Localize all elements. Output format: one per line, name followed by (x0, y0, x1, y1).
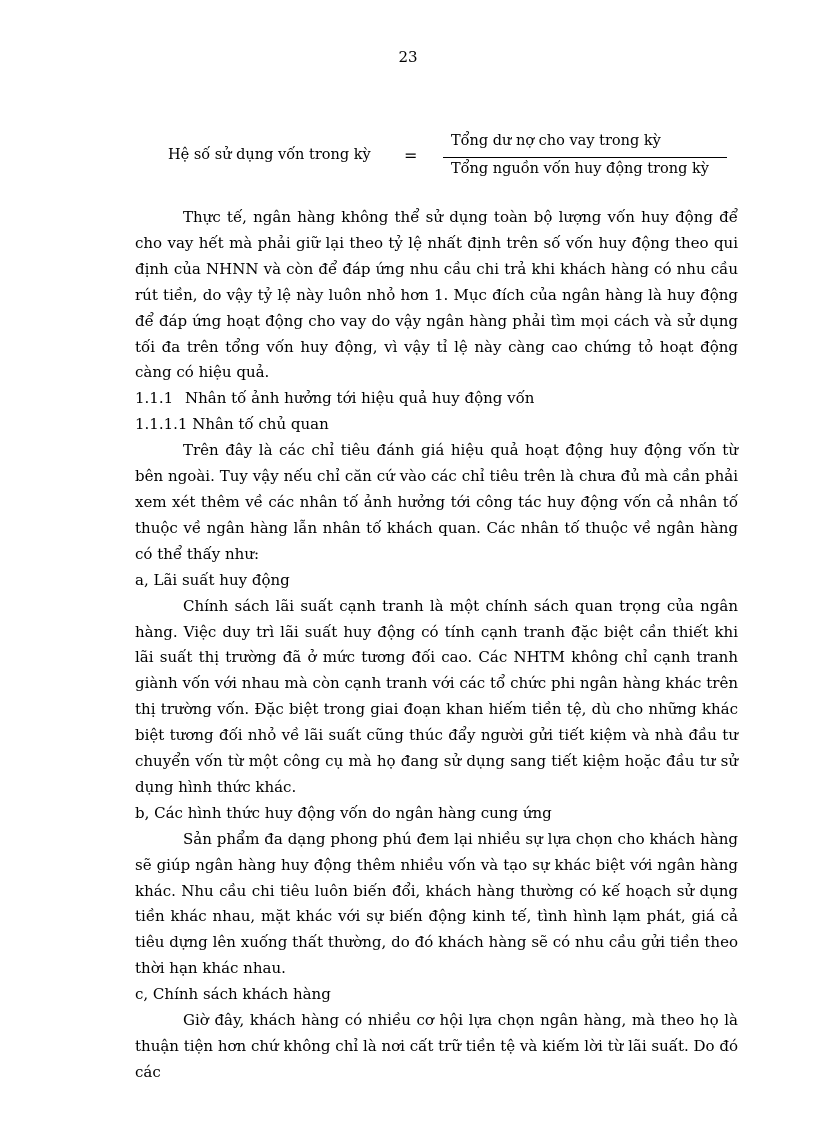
section-title: Nhân tố ảnh hưởng tới hiệu quả huy động vốn (185, 389, 535, 408)
section-number: 1.1.1 (135, 389, 174, 408)
paragraph: Sản phẩm đa dạng phong phú đem lại nhiều sự lựa chọn cho khách hàng sẽ giúp ngân hàng huy động thêm nhiều vốn và tạo sự khác biệt với ngân hàng khác. Nhu cầu chi tiêu luôn biến đổi, khách hàng thường có kế hoạch sử dụng tiền khác nhau, mặt khác với sự biến động kinh tế, tình hình lạm phát, giá cả tiêu dựng lên xuống thất thường, do đó khách hàng sẽ có nhu cầu gửi tiền theo thời hạn khác nhau. (135, 829, 738, 978)
formula-numerator: Tổng dư nợ cho vay trong kỳ (451, 133, 661, 149)
page-number: 23 (398, 48, 418, 66)
subheading-b: b, Các hình thức huy động vốn do ngân hàng cung ứng (135, 803, 552, 822)
paragraph: Trên đây là các chỉ tiêu đánh giá hiệu quả hoạt động huy động vốn từ bên ngoài. Tuy vậy nếu chỉ căn cứ vào các chỉ tiêu trên là chưa đủ mà cần phải xem xét thêm về các nhân tố ảnh hưởng tới công tác huy động vốn cả nhân tố thuộc về ngân hàng lẫn nhân tố khách quan. Các nhân tố thuộc về ngân hàng có thể thấy như: (135, 441, 738, 563)
formula (0, 130, 816, 190)
paragraph: Chính sách lãi suất cạnh tranh là một chính sách quan trọng của ngân hàng. Việc duy trì lãi suất huy động có tính cạnh tranh đặc biệt cần thiết khi lãi suất thị trường đã ở mức tương đối cao. Các NHTM không chỉ cạnh tranh giành vốn với nhau mà còn cạnh tranh với các tổ chức phi ngân hàng khác trên thị trường vốn. Đặc biệt trong giai đoạn khan hiếm tiền tệ, dù cho những khác biệt tương đối nhỏ về lãi suất cũng thúc đẩy người gửi tiết kiệm và nhà đầu tư chuyển vốn từ một công cụ mà họ đang sử dụng sang tiết kiệm hoặc đầu tư sử dụng hình thức khác. (135, 596, 738, 796)
section-heading-1-1-1 (135, 386, 738, 412)
paragraph: Thực tế, ngân hàng không thể sử dụng toàn bộ lượng vốn huy động để cho vay hết mà phải giữ lại theo tỷ lệ nhất định trên số vốn huy động theo qui định của NHNN và còn để đáp ứng nhu cầu chi trả khi khách hàng có nhu cầu rút tiền, do vậy tỷ lệ này luôn nhỏ hơn 1. Mục đích của ngân hàng là huy động để đáp ứng hoạt động cho vay do vậy ngân hàng phải tìm mọi cách và sử dụng tối đa trên tổng vốn huy động, vì vậy tỉ lệ này càng cao chứng tỏ hoạt động càng có hiệu quả. (135, 208, 738, 382)
body-text (135, 205, 738, 1086)
formula-lhs: Hệ số sử dụng vốn trong kỳ (168, 147, 371, 163)
fraction-line (443, 157, 727, 158)
paragraph: Giờ đây, khách hàng có nhiều cơ hội lựa chọn ngân hàng, mà theo họ là thuận tiện hơn chứ không chỉ là nơi cất trữ tiền tệ và kiếm lời từ lãi suất. Do đó các (135, 1011, 738, 1081)
formula-equals: = (404, 146, 418, 165)
section-heading-1-1-1-1: 1.1.1.1 Nhân tố chủ quan (135, 415, 329, 434)
formula-denominator: Tổng nguồn vốn huy động trong kỳ (451, 161, 709, 177)
subheading-a: a, Lãi suất huy động (135, 570, 290, 589)
subheading-c: c, Chính sách khách hàng (135, 985, 331, 1004)
